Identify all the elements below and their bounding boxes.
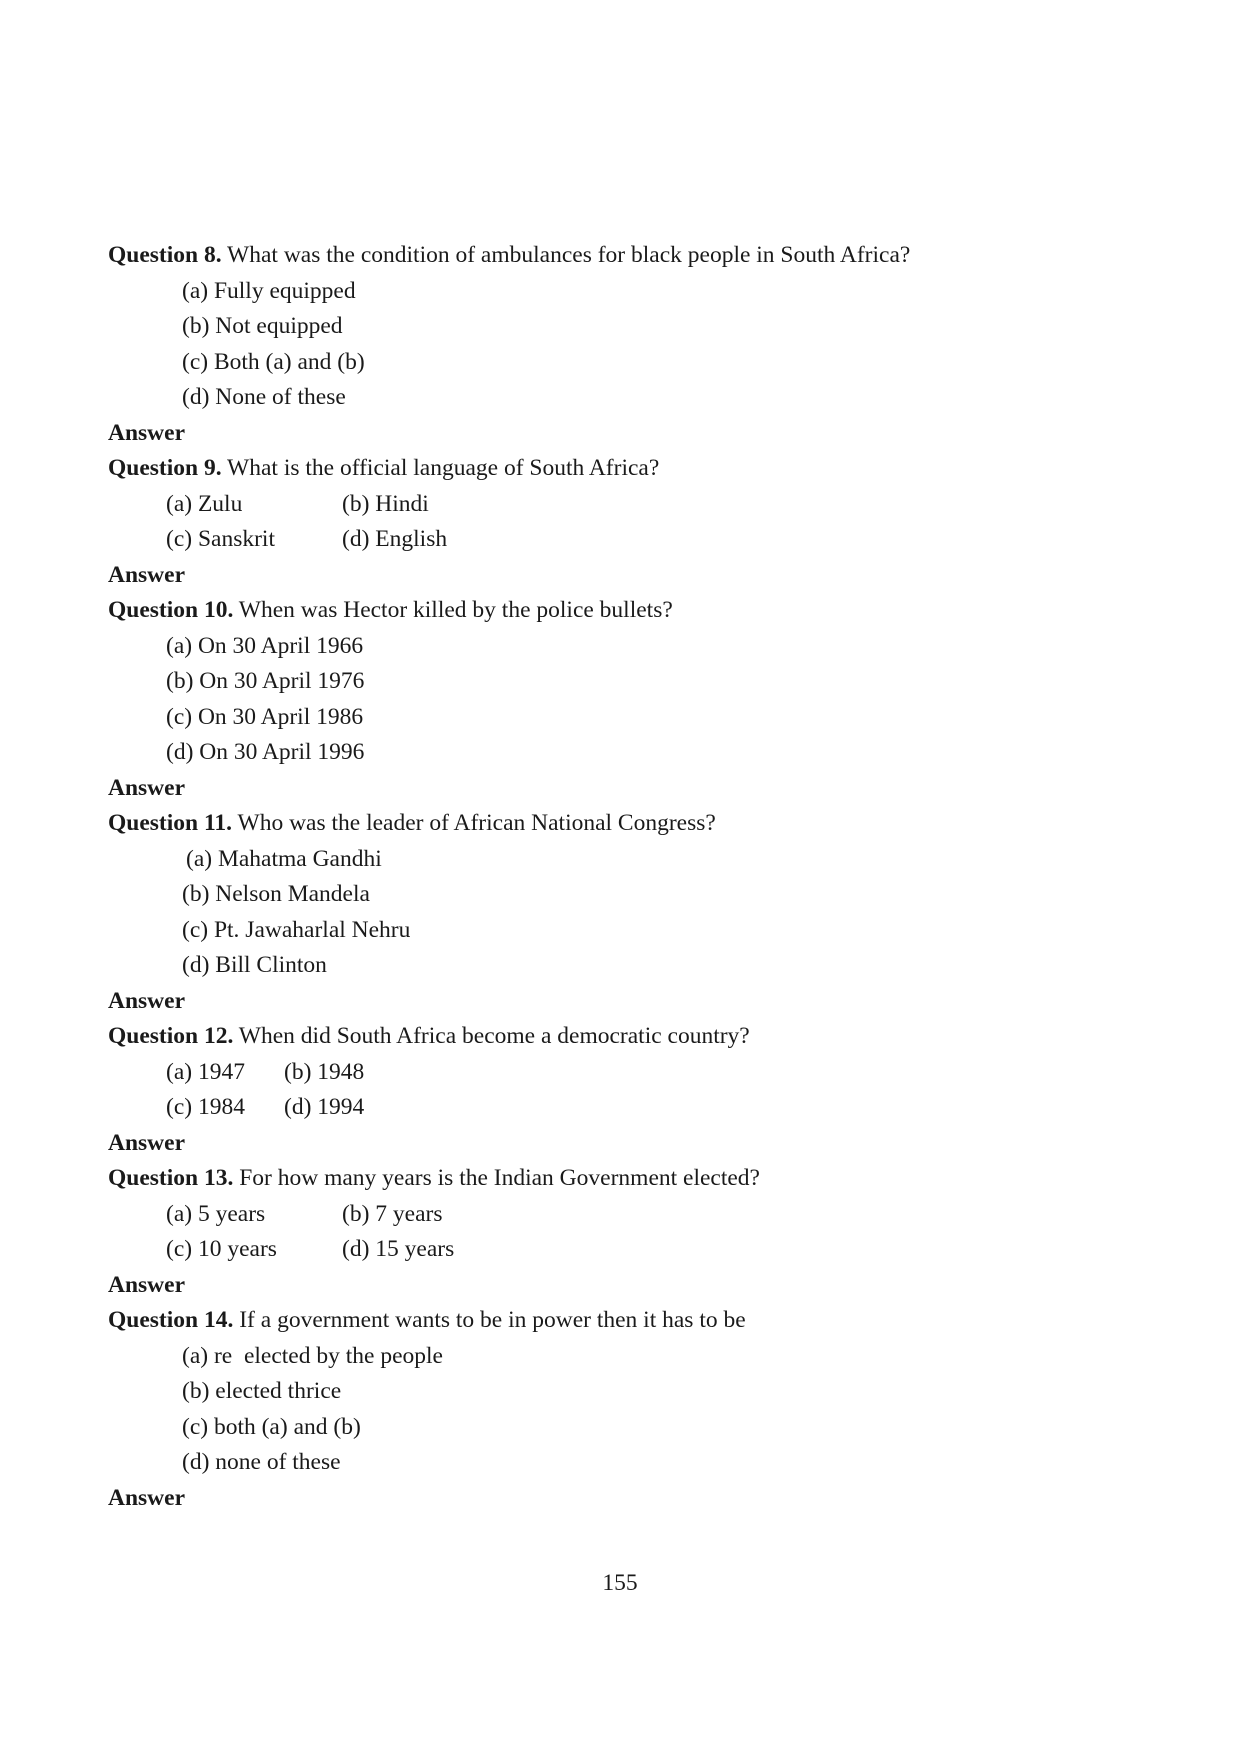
question-10 — [108, 593, 1148, 629]
question-14-option-c: (c) both (a) and (b) — [182, 1413, 361, 1440]
question-10-text: When was Hector killed by the police bullets? — [233, 597, 673, 623]
question-14 — [108, 1303, 1148, 1339]
question-11-option-b: (b) Nelson Mandela — [182, 881, 370, 907]
question-14-text: If a government wants to be in power then it has to be — [233, 1307, 746, 1333]
question-14-label: Question 14. — [108, 1307, 234, 1333]
question-10-label: Question 10. — [108, 597, 234, 623]
question-11-text: Who was the leader of African National Congress? — [232, 810, 716, 836]
question-13-label: Question 13. — [108, 1165, 234, 1191]
question-11-option-a: (a) Mahatma Gandhi — [186, 845, 382, 872]
question-11-option-d: (d) Bill Clinton — [182, 952, 327, 978]
question-9-answer-link[interactable]: Answer — [108, 561, 186, 588]
question-12-option-c: (c) 1984 — [166, 1094, 245, 1120]
question-8-label: Question 8. — [108, 242, 222, 268]
question-14-option-d: (d) none of these — [182, 1449, 341, 1475]
question-12-answer-link[interactable]: Answer — [108, 1129, 186, 1156]
question-11-answer-link[interactable]: Answer — [108, 987, 186, 1014]
question-8-option-c: (c) Both (a) and (b) — [182, 348, 365, 375]
question-8-text: What was the condition of ambulances for black people in South Africa? — [221, 242, 911, 268]
question-8-option-a: (a) Fully equipped — [182, 277, 356, 304]
question-12-option-d: (d) 1994 — [284, 1094, 365, 1120]
question-9-option-d: (d) English — [342, 526, 448, 552]
question-9-options-row-2 — [108, 522, 1148, 558]
question-8-option-b: (b) Not equipped — [182, 313, 343, 339]
question-10-option-a: (a) On 30 April 1966 — [166, 632, 364, 659]
question-13 — [108, 1161, 1148, 1197]
question-9-option-c: (c) Sanskrit — [166, 526, 275, 552]
page-content — [108, 238, 1148, 1516]
question-9 — [108, 451, 1148, 487]
question-12-label: Question 12. — [108, 1023, 234, 1049]
question-14-option-a: (a) re elected by the people — [182, 1342, 443, 1369]
page-number: 155 — [602, 1570, 638, 1596]
question-10-option-d: (d) On 30 April 1996 — [166, 739, 365, 765]
question-13-option-c: (c) 10 years — [166, 1236, 277, 1262]
question-13-options-row-2 — [108, 1232, 1148, 1268]
question-13-text: For how many years is the Indian Government elected? — [233, 1165, 760, 1191]
question-11-option-c: (c) Pt. Jawaharlal Nehru — [182, 916, 411, 943]
question-12-options-row-2 — [108, 1090, 1148, 1126]
question-13-answer-link[interactable]: Answer — [108, 1271, 186, 1298]
question-11 — [108, 806, 1148, 842]
question-14-option-b: (b) elected thrice — [182, 1378, 342, 1404]
question-9-option-a: (a) Zulu — [166, 490, 243, 517]
question-13-option-a: (a) 5 years — [166, 1200, 266, 1227]
question-10-option-c: (c) On 30 April 1986 — [166, 703, 364, 730]
question-10-answer-link[interactable]: Answer — [108, 774, 186, 801]
question-8-answer-link[interactable]: Answer — [108, 419, 186, 446]
question-11-label: Question 11. — [108, 810, 233, 836]
question-12-options-row-1 — [108, 1055, 1148, 1091]
question-9-label: Question 9. — [108, 455, 222, 481]
question-12 — [108, 1019, 1148, 1055]
question-9-option-b: (b) Hindi — [342, 490, 429, 517]
question-14-answer-link[interactable]: Answer — [108, 1484, 186, 1511]
question-8-option-d: (d) None of these — [182, 384, 346, 410]
question-13-option-b: (b) 7 years — [342, 1200, 443, 1227]
question-9-options-row-1 — [108, 487, 1148, 523]
question-9-text: What is the official language of South Africa? — [221, 455, 660, 481]
question-12-option-b: (b) 1948 — [284, 1058, 365, 1085]
question-8 — [108, 238, 1148, 274]
question-12-option-a: (a) 1947 — [166, 1058, 245, 1085]
question-13-options-row-1 — [108, 1197, 1148, 1233]
question-13-option-d: (d) 15 years — [342, 1236, 455, 1262]
question-12-text: When did South Africa become a democratic country? — [233, 1023, 750, 1049]
question-10-option-b: (b) On 30 April 1976 — [166, 668, 365, 694]
